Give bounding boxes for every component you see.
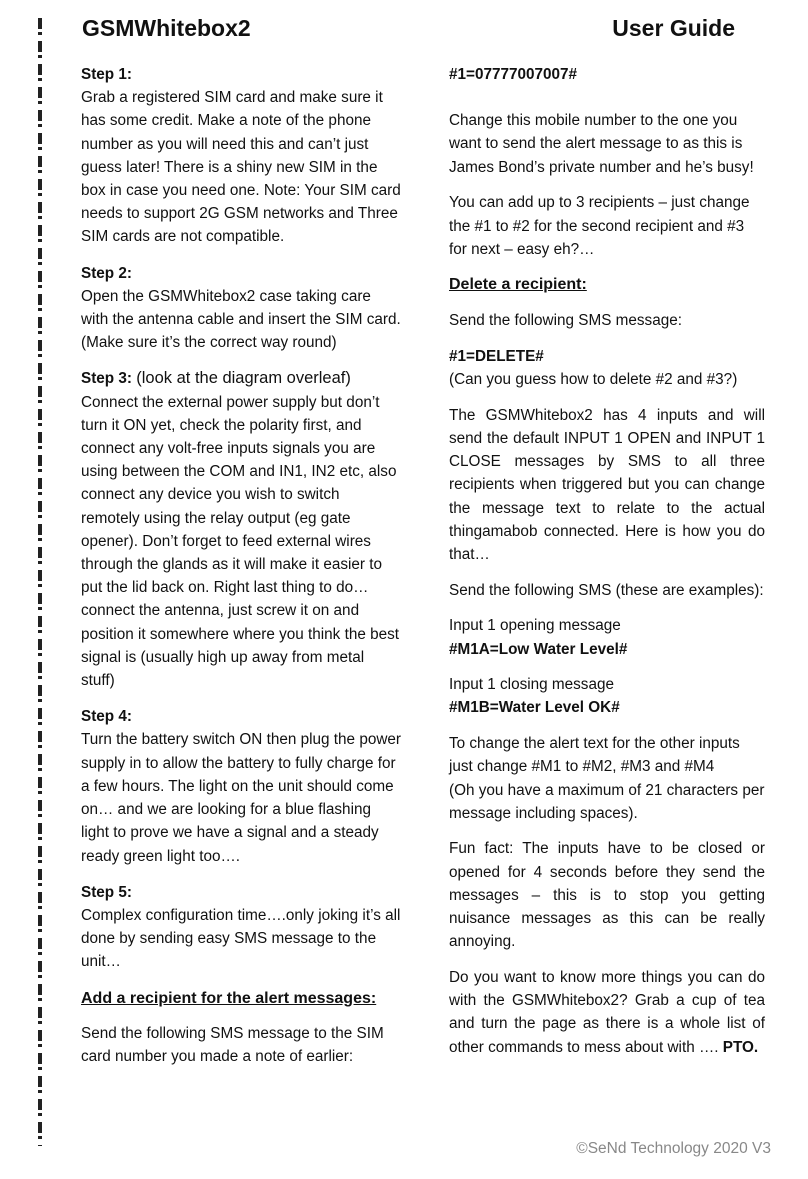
step-3-subheading: (look at the diagram overleaf): [136, 369, 351, 388]
step-4-body: Turn the battery switch ON then plug the power supply in to allow the battery to fully charge for a few hours. The light on the unit should come on… and we are looking for a blue flashing light to prove we have a signal and a steady ready green light too….: [81, 731, 401, 865]
closing-message-code: #M1B=Water Level OK#: [449, 699, 620, 717]
step-1-heading: Step 1:: [81, 66, 132, 83]
pto-text: PTO.: [722, 1038, 759, 1056]
step-2-body: Open the GSMWhitebox2 case taking care with the antenna cable and insert the SIM card. (Make sure it’s the correct way round): [81, 287, 401, 352]
copyright-footer: ©SeNd Technology 2020 V3: [576, 1140, 771, 1157]
cut-line-divider: [38, 18, 42, 1146]
delete-instruction: Send the following SMS message:: [449, 312, 682, 330]
examples-intro: Send the following SMS (these are examples):: [449, 581, 764, 599]
up-to-three-text: You can add up to 3 recipients – just change the #1 to #2 for the second recipient and #3 for next – easy eh?…: [449, 194, 750, 258]
step-5-heading: Step 5:: [81, 883, 132, 901]
add-recipient-code: #1=07777007007#: [449, 66, 578, 83]
other-inputs-text: To change the alert text for the other inputs just change #M1 to #M2, #M3 and #M4: [449, 735, 740, 776]
opening-message-label: Input 1 opening message: [449, 617, 621, 635]
document-type: User Guide: [612, 15, 735, 41]
step-4: [81, 705, 401, 867]
left-column: [81, 63, 401, 1081]
more-things-text: Do you want to know more things you can do with the GSMWhitebox2? Grab a cup of tea and turn the page as there is a whole list of other commands to mess about with ….: [449, 969, 765, 1056]
fun-fact-text: Fun fact: The inputs have to be closed or opened for 4 seconds before they send the messages – this is to stop you getting nuisance messages as this can be really annoying.: [449, 840, 765, 951]
more-things-paragraph: [449, 966, 765, 1059]
opening-message-code: #M1A=Low Water Level#: [449, 640, 628, 658]
add-recipient-body: Send the following SMS message to the SIM card number you made a note of earlier:: [81, 1025, 384, 1066]
product-title: GSMWhitebox2: [82, 15, 251, 41]
step-1: [81, 63, 401, 249]
max-chars-text: (Oh you have a maximum of 21 characters per message including spaces).: [449, 781, 765, 822]
change-number-text: Change this mobile number to the one you want to send the alert message to as this is James Bond’s private number and he’s busy!: [449, 112, 754, 176]
step-2: [81, 262, 401, 355]
step-3-heading-row: [81, 367, 401, 390]
step-5-body: Complex configuration time….only joking it’s all done by sending easy SMS message to the unit…: [81, 906, 401, 971]
inputs-info-text: The GSMWhitebox2 has 4 inputs and will send the default INPUT 1 OPEN and INPUT 1 CLOSE messages by SMS to all three recipients when triggered but you can change the message text to relate to the actual thingamabob connected. Here is how you do that…: [449, 406, 765, 563]
closing-message-label: Input 1 closing message: [449, 676, 614, 694]
step-2-heading: Step 2:: [81, 264, 132, 282]
step-1-body: Grab a registered SIM card and make sure it has some credit. Make a note of the phone number as you will need this and can’t just guess later! There is a shiny new SIM in the box in case you need one. Note: Your SIM card needs to support 2G GSM networks and Three SIM cards are not compatible.: [81, 89, 401, 246]
right-column: [449, 63, 765, 1071]
step-5: [81, 881, 401, 974]
step-4-heading: Step 4:: [81, 708, 132, 726]
step-3: [81, 367, 401, 692]
add-recipient-heading: Add a recipient for the alert messages:: [81, 989, 377, 1007]
delete-recipient-heading: Delete a recipient:: [449, 276, 587, 294]
delete-code: #1=DELETE#: [449, 347, 544, 365]
step-3-heading: Step 3:: [81, 370, 132, 388]
step-3-body: Connect the external power supply but don’t turn it ON yet, check the polarity first, and connect any volt-free inputs signals you are using between the COM and IN1, IN2 etc, also connect any device you wish to switch remotely using the relay output (eg gate opener). Don’t forget to feed external wires through the glands as it will make it easier to put the lid back on. Right last thing to do… connect the antenna, just screw it on and position it somewhere where you think the best signal is (usually high up away from metal stuff): [81, 393, 400, 690]
delete-hint: (Can you guess how to delete #2 and #3?): [449, 371, 738, 389]
